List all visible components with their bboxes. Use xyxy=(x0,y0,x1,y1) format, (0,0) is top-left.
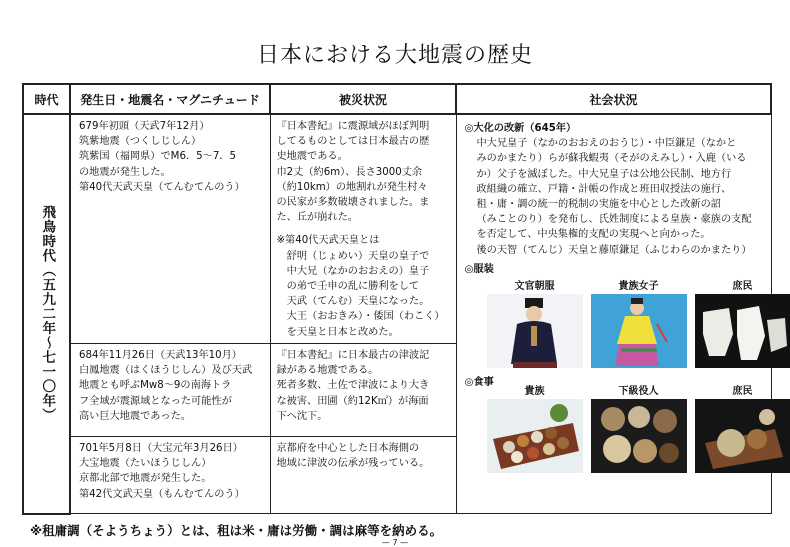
food-caption: 貴族 xyxy=(524,386,545,398)
damage-2-line: 死者多数、土佐で津波により大き xyxy=(276,380,430,392)
taika-line: を否定して、中央集権的支配の実現へと向かった。 xyxy=(476,229,711,241)
header-row xyxy=(23,84,771,114)
damage-1-line: 史地震である。 xyxy=(276,151,348,163)
damage-2-line: 『日本書紀』に日本最古の津波記 xyxy=(276,350,430,361)
tenmu-note-line: ※第40代天武天皇とは xyxy=(276,235,380,247)
food-heading: ◎食事 xyxy=(464,377,494,389)
food-caption: 下級役人 xyxy=(618,386,659,398)
page-title: 日本における大地震の歴史 xyxy=(256,43,533,68)
quake-1-line: 筑紫地震（つくしじしん） xyxy=(79,136,202,148)
quake-3-line: 大宝地震（たいほうじしん） xyxy=(79,458,212,470)
header-date-name: 発生日・地震名・マグニチュード xyxy=(70,84,270,114)
clothing-official xyxy=(487,279,583,373)
damage-1-cell xyxy=(270,114,456,344)
header-damage: 被災状況 xyxy=(270,84,456,114)
food-caption: 庶民 xyxy=(732,386,753,398)
quake-1-line: 筑紫国（福岡県）でM6．5〜7．5 xyxy=(79,151,236,163)
quake-1-line: 679年初頭（天武7年12月） xyxy=(79,121,210,132)
damage-2-line: 録がある地震である。 xyxy=(276,365,379,377)
taika-heading: ◎大化の改新（645年） xyxy=(464,123,577,134)
earthquake-history-table xyxy=(22,83,772,515)
page-number: — 7 — xyxy=(381,538,409,547)
quake-3-cell xyxy=(70,437,270,514)
quake-3-line: 701年5月8日（大宝元年3月26日） xyxy=(79,443,243,454)
clothing-caption: 文官朝服 xyxy=(514,281,555,293)
damage-3-line: 地域に津波の伝承が残っている。 xyxy=(276,458,430,470)
header-era: 時代 xyxy=(23,84,70,114)
damage-1-line: の民家が多数破壊されました。ま xyxy=(276,197,430,209)
era-cell xyxy=(23,114,70,514)
quake-2-cell xyxy=(70,344,270,437)
clothing-caption: 庶民 xyxy=(732,281,753,293)
food-commoner xyxy=(695,384,790,478)
damage-1-line: 『日本書紀』に震源域がほぼ判明 xyxy=(276,121,430,132)
food-noble xyxy=(487,384,583,478)
quake-2-line: フ全域が震源域となった可能性が xyxy=(79,395,232,407)
quake-1-line: 第40代天武天皇（てんむてんのう） xyxy=(79,181,245,193)
noble-woman-image xyxy=(591,294,687,368)
tenmu-note-line: の弟で壬申の乱に勝利をして xyxy=(276,281,420,293)
taika-line: 中大兄皇子（なかのおおえのおうじ）・中臣鎌足（なかと xyxy=(476,138,737,150)
damage-3-cell xyxy=(270,437,456,514)
tenmu-note-line: 大王（おおきみ）・倭国（わこく） xyxy=(276,311,445,323)
clothing-commoner xyxy=(695,279,790,373)
tenmu-note-line: 舒明（じょめい）天皇の皇子で xyxy=(276,250,430,262)
tenmu-note-line: 天武（てんむ）天皇になった。 xyxy=(276,296,430,308)
damage-1-line: してるものとしては日本最古の歴 xyxy=(276,136,430,148)
era-label: 飛鳥時代（五九二年〜七一〇年） xyxy=(39,205,56,423)
quake-2-line: 684年11月26日（天武13年10月） xyxy=(79,350,242,361)
quake-3-line: 京都北部で地震が発生した。 xyxy=(79,473,212,485)
taika-line: 租・庸・調の統一的税制の実施を中心とした改新の詔 xyxy=(476,199,721,211)
food-lower-official xyxy=(591,384,687,478)
quake-1-line: の地震が発生した。 xyxy=(79,166,171,178)
taika-line: （みことのり）を発布し、氏姓制度による皇族・豪族の支配 xyxy=(476,214,752,226)
noble-meal-image xyxy=(487,399,583,473)
damage-2-cell xyxy=(270,344,456,437)
quake-2-line: 白鳳地震（はくほうじしん）及び天武 xyxy=(79,365,253,377)
clothing-noble-woman xyxy=(591,279,687,373)
taika-line: 政組織の確立、戸籍・計帳の作成と班田収授法の施行、 xyxy=(476,183,732,195)
quake-3-line: 第42代文武天皇（もんむてんのう） xyxy=(79,488,245,500)
taika-line: か）父子を滅ぼした。中大兄皇子は公地公民制、地方行 xyxy=(476,168,732,180)
taika-line: みのかまたり）らが蘇我蝦夷（そがのえみし）・入鹿（いる xyxy=(476,153,747,165)
header-society: 社会状況 xyxy=(456,84,771,114)
society-cell xyxy=(456,114,771,514)
damage-2-line: な被害、田圃（約12K㎡）が海面 xyxy=(276,395,429,407)
clothing-images xyxy=(465,279,767,373)
commoner-meal-image xyxy=(695,399,790,473)
food-images xyxy=(465,384,767,478)
damage-1-line: た、丘が崩れた。 xyxy=(276,212,358,224)
lower-official-meal-image xyxy=(591,399,687,473)
clothing-heading: ◎服装 xyxy=(464,263,494,275)
official-robe-image xyxy=(487,294,583,368)
damage-2-line: 下へ沈下。 xyxy=(276,410,328,422)
damage-1-line: （約10km）の地割れが発生村々 xyxy=(276,181,428,193)
clothing-caption: 貴族女子 xyxy=(618,281,659,293)
table-row xyxy=(23,114,771,344)
quake-2-line: 高い巨大地震であった。 xyxy=(79,410,191,422)
tenmu-note-line: 中大兄（なかのおおえの）皇子 xyxy=(276,265,430,277)
commoner-clothing-image xyxy=(695,294,790,368)
quake-1-cell xyxy=(70,114,270,344)
tenmu-note-line: を天皇と日本と改めた。 xyxy=(276,326,399,338)
damage-1-line: 巾2丈（約6m）、長さ3000丈余 xyxy=(276,166,423,178)
damage-3-line: 京都府を中心とした日本海側の xyxy=(276,443,420,454)
taika-line: 後の天智（てんじ）天皇と藤原鎌足（ふじわらのかまたり） xyxy=(476,244,752,256)
quake-2-line: 地震とも呼ぶMw8〜9の南海トラ xyxy=(79,380,232,392)
footer-note: ※租庸調（そようちょう）とは、租は米・庸は労働・調は麻等を納める。 xyxy=(30,523,443,538)
